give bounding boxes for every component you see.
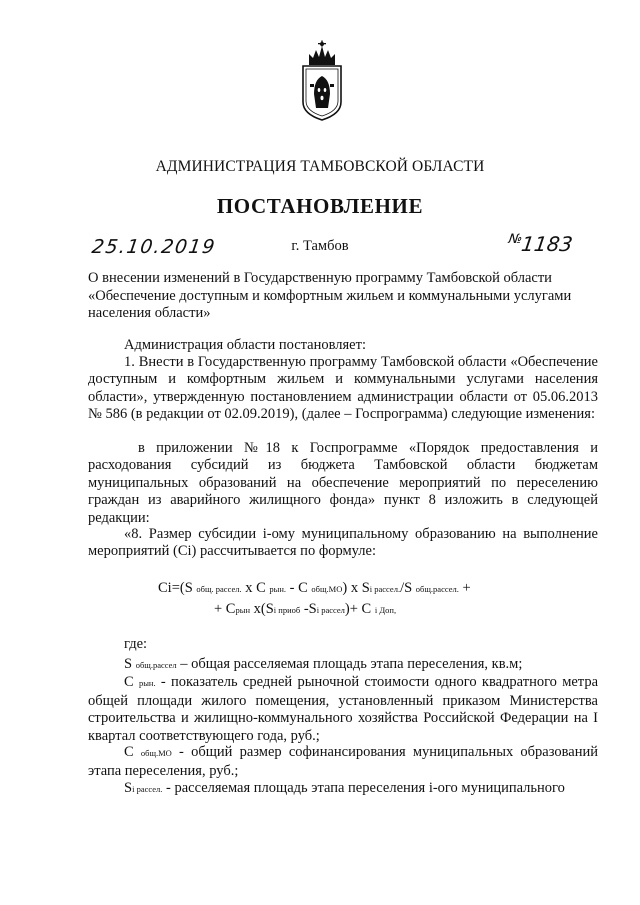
item-1-amendment: в приложении №18 к Госпрограмме «Порядок предоставления и расходования субсидий из бюджета Тамбовской области бюджетам муниципальных образований на обеспечение мероприятий по переселению граждан из аварийного жилищного фонда» пункт 8 изложить в следующей редакции: [88, 440, 598, 526]
formula-line-2-part-7: i Доп, [374, 605, 397, 615]
definition-c-market: С рын. - показатель средней рыночной стоимости одного квадратного метра общей площади жилого помещения, установленный приказом Министерства строительства и жилищно-коммунального хозяйства Российской Федерации на I квартал соответствующего года, руб.; [88, 674, 599, 744]
formula-line-1-part-8: /S [400, 580, 416, 596]
handwritten-number [506, 232, 574, 256]
formula-line-1-part-2: x С [241, 580, 270, 596]
authority-name: АДМИНИСТРАЦИЯ ТАМБОВСКОЙ ОБЛАСТИ [155, 158, 485, 175]
definition-s-total: S общ.рассел – общая расселяемая площадь этапа переселения, кв.м; [124, 656, 523, 672]
definition-s-i: Si рассел. - расселяемая площадь этапа переселения i-ого муниципального [124, 780, 565, 796]
formula-line-1-part-5: общ.МО [311, 584, 343, 594]
coat-of-arms-icon [297, 40, 347, 122]
number-value: 1183 [519, 232, 575, 256]
item-8: «8. Размер субсидии i-ому муниципальному образованию на выполнение мероприятий (Ci) рассчитывается по формуле: [88, 526, 598, 560]
formula-line-2-part-5: i рассел [316, 605, 345, 615]
formula-line-2-part-6: )+ С [344, 601, 375, 617]
item-1: 1. Внести в Государственную программу Тамбовской области «Обеспечение доступным и комфортным жильем и коммунальными услугами населения области», утвержденную постановлением администрации области от 05.06.2013 № 586 (в редакции от 02.09.2019), (далее – Госпрограмма) следующие изменения: [88, 354, 598, 423]
formula-line-2 [214, 601, 396, 618]
formula-line-1-part-9: общ.рассел. [415, 584, 459, 594]
formula-line-1 [158, 580, 471, 597]
definition-c-municipal: С общ.МО - общий размер софинансирования муниципальных образований этапа переселения, руб.; [88, 744, 598, 779]
formula-line-2-part-3: i приоб [273, 605, 301, 615]
city: г. Тамбов [291, 238, 349, 254]
number-sign: № [507, 232, 524, 247]
formula-line-1-part-1: общ. рассел. [196, 584, 242, 594]
formula-line-1-part-10: + [458, 580, 471, 596]
definitions-intro: где: [124, 636, 148, 652]
formula-line-2-part-4: -S [300, 601, 317, 617]
formula-line-1-part-7: i рассел. [369, 584, 401, 594]
formula-line-2-part-2: x(S [250, 601, 274, 617]
formula-line-1-part-3: рын. [269, 584, 287, 594]
handwritten-date: 25.10.2019 [90, 236, 218, 258]
formula-line-2-part-0: + С [214, 601, 236, 617]
document-subject: О внесении изменений в Государственную программу Тамбовской области «Обеспечение доступным и комфортным жильем и коммунальными услугами населения области» [88, 270, 572, 321]
formula-line-1-part-6: ) x S [342, 580, 370, 596]
preamble: Администрация области постановляет: [124, 337, 366, 353]
formula-line-2-part-1: рын [235, 605, 250, 615]
formula-line-1-part-0: Ci=(S [158, 580, 197, 596]
formula-line-1-part-4: - С [286, 580, 312, 596]
document-type: ПОСТАНОВЛЕНИЕ [216, 194, 424, 218]
